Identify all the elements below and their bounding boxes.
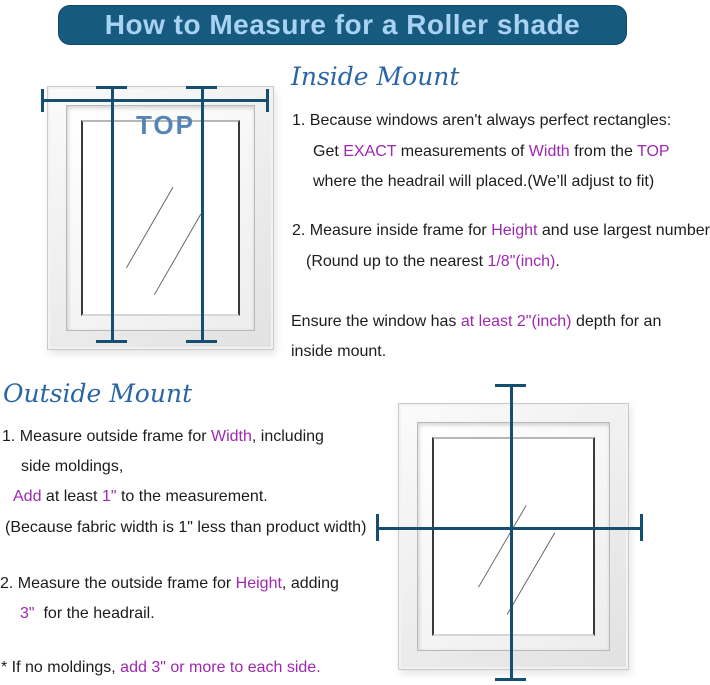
window-inner-frame: [417, 422, 610, 651]
outside-width-left-tick: [376, 514, 379, 541]
inside-step2-line1: 2. Measure inside frame for Height and use largest number: [292, 222, 710, 239]
page-title: How to Measure for a Roller shade: [104, 9, 581, 40]
inside-height-left-top-tick: [96, 86, 127, 89]
inside-step1-line3: where the headrail will placed.(We’ll adjust to fit): [313, 173, 655, 190]
window-glass: [432, 437, 595, 636]
outside-step1-line3: Add at least 1" to the measurement.: [13, 488, 268, 505]
outside-step1-line2: side moldings,: [21, 458, 124, 475]
outside-mount-window-illustration: [398, 403, 629, 670]
outside-step2-line2: 3" for the headrail.: [20, 605, 155, 622]
inside-height-right-top-tick: [186, 86, 217, 89]
inside-width-measure-line: [42, 99, 268, 102]
depth-note-line2: inside mount.: [291, 343, 387, 360]
outside-step1-line4: (Because fabric width is 1" less than product width): [5, 519, 367, 536]
inside-height-measure-line-left: [111, 87, 114, 343]
depth-note-line1: Ensure the window has at least 2"(inch) depth for an: [291, 313, 662, 330]
window-glass: [81, 120, 240, 316]
outside-height-top-tick: [495, 384, 526, 387]
glass-reflection-icon: [83, 122, 238, 314]
outside-height-bottom-tick: [495, 678, 526, 681]
outside-mount-heading: Outside Mount: [3, 379, 193, 408]
inside-width-left-tick: [41, 89, 44, 112]
inside-step1-line2: Get EXACT measurements of Width from the TOP: [313, 143, 670, 160]
outside-width-right-tick: [640, 514, 643, 541]
outside-step1-line1: 1. Measure outside frame for Width, including: [2, 428, 324, 445]
inside-width-right-tick: [266, 89, 269, 112]
outside-width-measure-line: [377, 527, 643, 530]
inside-height-right-bottom-tick: [186, 340, 217, 343]
outside-height-measure-line: [510, 385, 513, 681]
inside-mount-heading: Inside Mount: [291, 62, 460, 91]
moldings-footnote: * If no moldings, add 3" or more to each side.: [1, 659, 321, 676]
inside-step1-line1: 1. Because windows aren't always perfect rectangles:: [292, 112, 672, 129]
top-label: TOP: [136, 110, 195, 140]
outside-step2-line1: 2. Measure the outside frame for Height, adding: [0, 575, 339, 592]
title-banner: [58, 5, 627, 45]
inside-height-measure-line-right: [201, 87, 204, 343]
inside-step2-line2: (Round up to the nearest 1/8"(inch).: [306, 253, 560, 270]
glass-reflection-icon: [434, 439, 593, 634]
inside-height-left-bottom-tick: [96, 340, 127, 343]
